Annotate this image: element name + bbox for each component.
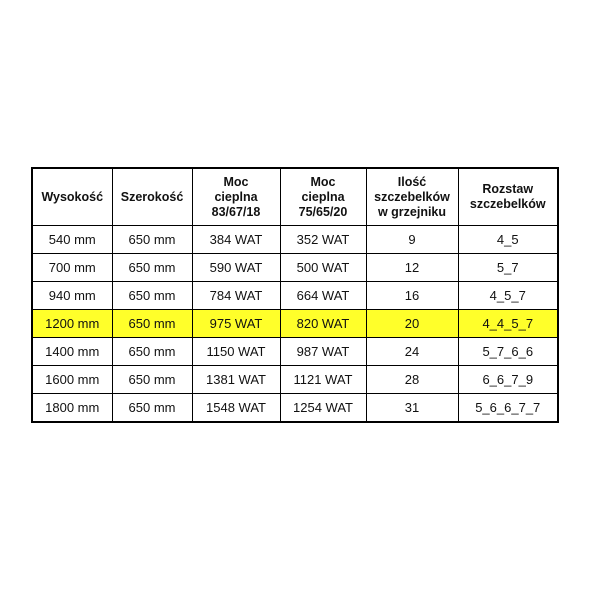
cell-height: 940 mm: [32, 282, 112, 310]
cell-heat-output-a: 1150 WAT: [192, 338, 280, 366]
cell-heat-output-b: 820 WAT: [280, 310, 366, 338]
cell-heat-output-a: 590 WAT: [192, 254, 280, 282]
cell-width: 650 mm: [112, 394, 192, 423]
cell-height: 1400 mm: [32, 338, 112, 366]
header-heat-output-75-65-20: [280, 168, 366, 226]
cell-heat-output-b: 1254 WAT: [280, 394, 366, 423]
header-line: Rozstaw: [482, 182, 534, 196]
cell-rung-spacing: 4_5_7: [458, 282, 558, 310]
cell-heat-output-a: 1548 WAT: [192, 394, 280, 423]
cell-height: 1200 mm: [32, 310, 112, 338]
header-line: 83/67/18: [211, 204, 261, 219]
header-line: Moc: [310, 174, 336, 189]
header-heat-output-83-67-18: [192, 168, 280, 226]
table-row: [32, 366, 558, 394]
cell-rung-spacing: 5_7_6_6: [458, 338, 558, 366]
cell-heat-output-a: 384 WAT: [192, 226, 280, 254]
table-row: [32, 226, 558, 254]
header-line: cieplna: [301, 189, 345, 204]
cell-width: 650 mm: [112, 226, 192, 254]
radiator-spec-table: [31, 167, 559, 423]
cell-heat-output-a: 1381 WAT: [192, 366, 280, 394]
cell-heat-output-a: 975 WAT: [192, 310, 280, 338]
table-row: [32, 338, 558, 366]
cell-heat-output-b: 352 WAT: [280, 226, 366, 254]
cell-rung-count: 9: [366, 226, 458, 254]
header-line: szczebelków: [374, 189, 450, 204]
table-row: [32, 282, 558, 310]
table-row: [32, 394, 558, 423]
cell-width: 650 mm: [112, 254, 192, 282]
cell-rung-spacing: 6_6_7_9: [458, 366, 558, 394]
header-line: 75/65/20: [298, 204, 348, 219]
table-row: [32, 254, 558, 282]
cell-rung-count: 24: [366, 338, 458, 366]
header-rung-count: [366, 168, 458, 226]
cell-heat-output-b: 987 WAT: [280, 338, 366, 366]
header-height: [32, 168, 112, 226]
cell-heat-output-b: 664 WAT: [280, 282, 366, 310]
header-rung-spacing: [458, 168, 558, 226]
cell-height: 1600 mm: [32, 366, 112, 394]
header-line: Wysokość: [41, 189, 104, 204]
header-line: cieplna: [214, 189, 258, 204]
cell-rung-count: 12: [366, 254, 458, 282]
cell-heat-output-b: 500 WAT: [280, 254, 366, 282]
cell-width: 650 mm: [112, 310, 192, 338]
header-line: szczebelków: [469, 197, 546, 211]
cell-rung-spacing: 4_5: [458, 226, 558, 254]
cell-height: 1800 mm: [32, 394, 112, 423]
cell-height: 700 mm: [32, 254, 112, 282]
cell-rung-spacing: 5_7: [458, 254, 558, 282]
cell-rung-count: 20: [366, 310, 458, 338]
header-line: Ilość: [397, 174, 427, 189]
cell-height: 540 mm: [32, 226, 112, 254]
cell-heat-output-a: 784 WAT: [192, 282, 280, 310]
cell-width: 650 mm: [112, 282, 192, 310]
table-row-highlighted: [32, 310, 558, 338]
cell-rung-count: 16: [366, 282, 458, 310]
cell-width: 650 mm: [112, 338, 192, 366]
header-line: Moc: [223, 174, 249, 189]
cell-width: 650 mm: [112, 366, 192, 394]
header-width: [112, 168, 192, 226]
cell-rung-spacing: 4_4_5_7: [458, 310, 558, 338]
cell-heat-output-b: 1121 WAT: [280, 366, 366, 394]
cell-rung-count: 31: [366, 394, 458, 423]
header-line: Szerokość: [120, 189, 184, 204]
header-row: [32, 168, 558, 226]
cell-rung-count: 28: [366, 366, 458, 394]
header-line: w grzejniku: [377, 204, 447, 219]
cell-rung-spacing: 5_6_6_7_7: [458, 394, 558, 423]
